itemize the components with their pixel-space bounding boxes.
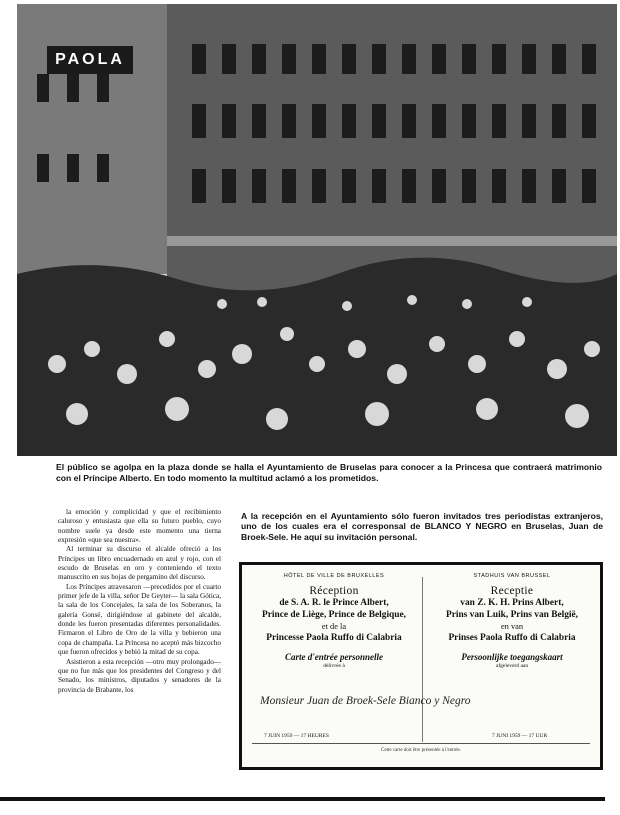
invitation-date-nl: 7 JUNI 1959 — 17 UUR xyxy=(492,733,548,739)
left-building xyxy=(17,4,177,274)
invitation-card-type: Carte d'entrée personnelle xyxy=(285,652,383,662)
invitation-title: Réception xyxy=(309,585,359,597)
body-paragraph: la emoción y complicidad y que el recibimiento caluroso y entusiasta que ella su futuro pueblo, cuyo nombre suele ya desde este momento una tierna expresión «que sea nuestra». xyxy=(58,508,221,545)
invitation-date-fr: 7 JUIN 1959 — 17 HEURES xyxy=(264,733,329,739)
bottom-rule xyxy=(0,797,605,801)
invitation-divider xyxy=(422,577,423,742)
invitation-dutch xyxy=(426,571,598,741)
invitation-line: de S. A. R. le Prince Albert, xyxy=(279,598,389,608)
invitation-line: Prins van Luik, Prins van België, xyxy=(445,610,579,620)
photo-caption: El público se agolpa en la plaza donde se halla el Ayuntamiento de Bruselas para conocer a la Princesa que contraerá matrimonio con el Príncipe Alberto. En todo momento la multitud aclamó a los prometidos. xyxy=(56,462,602,483)
invitation-handwritten-name: Monsieur Juan de Broek-Sele Bianco y Negro xyxy=(260,695,471,707)
invitation-line: en van xyxy=(500,622,524,631)
invitation-rule xyxy=(252,743,590,744)
invitation-line: Prince de Liège, Prince de Belgique, xyxy=(262,610,406,620)
invitation-delivered-to: afgeleverd aan xyxy=(495,663,529,669)
body-paragraph: Los Príncipes atravesaron —precedidos por el cuarto primer jefe de la villa, señor De Geyter— la sala Gótica, la sala de los Concejales, la sala de los Soberanos, la galería Gonsé, dirigiéndose al gabinete del alcalde, donde les fueron presentadas diferentes personalidades. Firmaron el Libro de Oro de la villa y bebieron una copa de champaña. La Princesa no aceptó más bizcocho que fueron ofrecidos y bebió la mitad de su copa. xyxy=(58,582,221,657)
invitation-delivered-to: délivrée à xyxy=(323,663,345,669)
invitation-footer: Cette carte doit être présentée à l'entrée. xyxy=(381,748,461,753)
invitation-lead: A la recepción en el Ayuntamiento sólo fueron invitados tres periodistas extranjeros, uno de los cuales era el corresponsal de BLANCO Y NEGRO en Bruselas, Juan de Broek-Sele. He aquí su invitación personal. xyxy=(241,511,603,542)
invitation-header: STADHUIS VAN BRUSSEL xyxy=(473,573,551,579)
invitation-title: Receptie xyxy=(490,585,534,597)
balcony-ledge xyxy=(167,236,617,246)
invitation-line: Prinses Paola Ruffo di Calabria xyxy=(448,633,576,643)
invitation-line: Princesse Paola Ruffo di Calabria xyxy=(266,633,402,643)
invitation-card xyxy=(239,562,603,770)
invitation-line: van Z. K. H. Prins Albert, xyxy=(460,598,564,608)
article-body xyxy=(58,508,221,695)
body-paragraph: Asistieron a esta recepción —otro muy prolongado— que no fue más que los presidentes del Congreso y del Senado, los ministros, diputados y senadores de la provincia de Brabante, los xyxy=(58,657,221,694)
body-paragraph: Al terminar su discurso el alcalde ofreció a los Príncipes un libro encuadernado en azul y rojo, con el escudo de Bruselas en oro y conteniendo el texto manuscrito en sus hojas de pergamino del discurso. xyxy=(58,545,221,582)
invitation-card-type: Persoonlijke toegangskaart xyxy=(461,652,563,662)
invitation-line: et de la xyxy=(321,622,347,631)
section-label: PAOLA xyxy=(47,46,133,74)
invitation-header: HÔTEL DE VILLE DE BRUXELLES xyxy=(283,573,385,579)
invitation-french xyxy=(248,571,420,741)
